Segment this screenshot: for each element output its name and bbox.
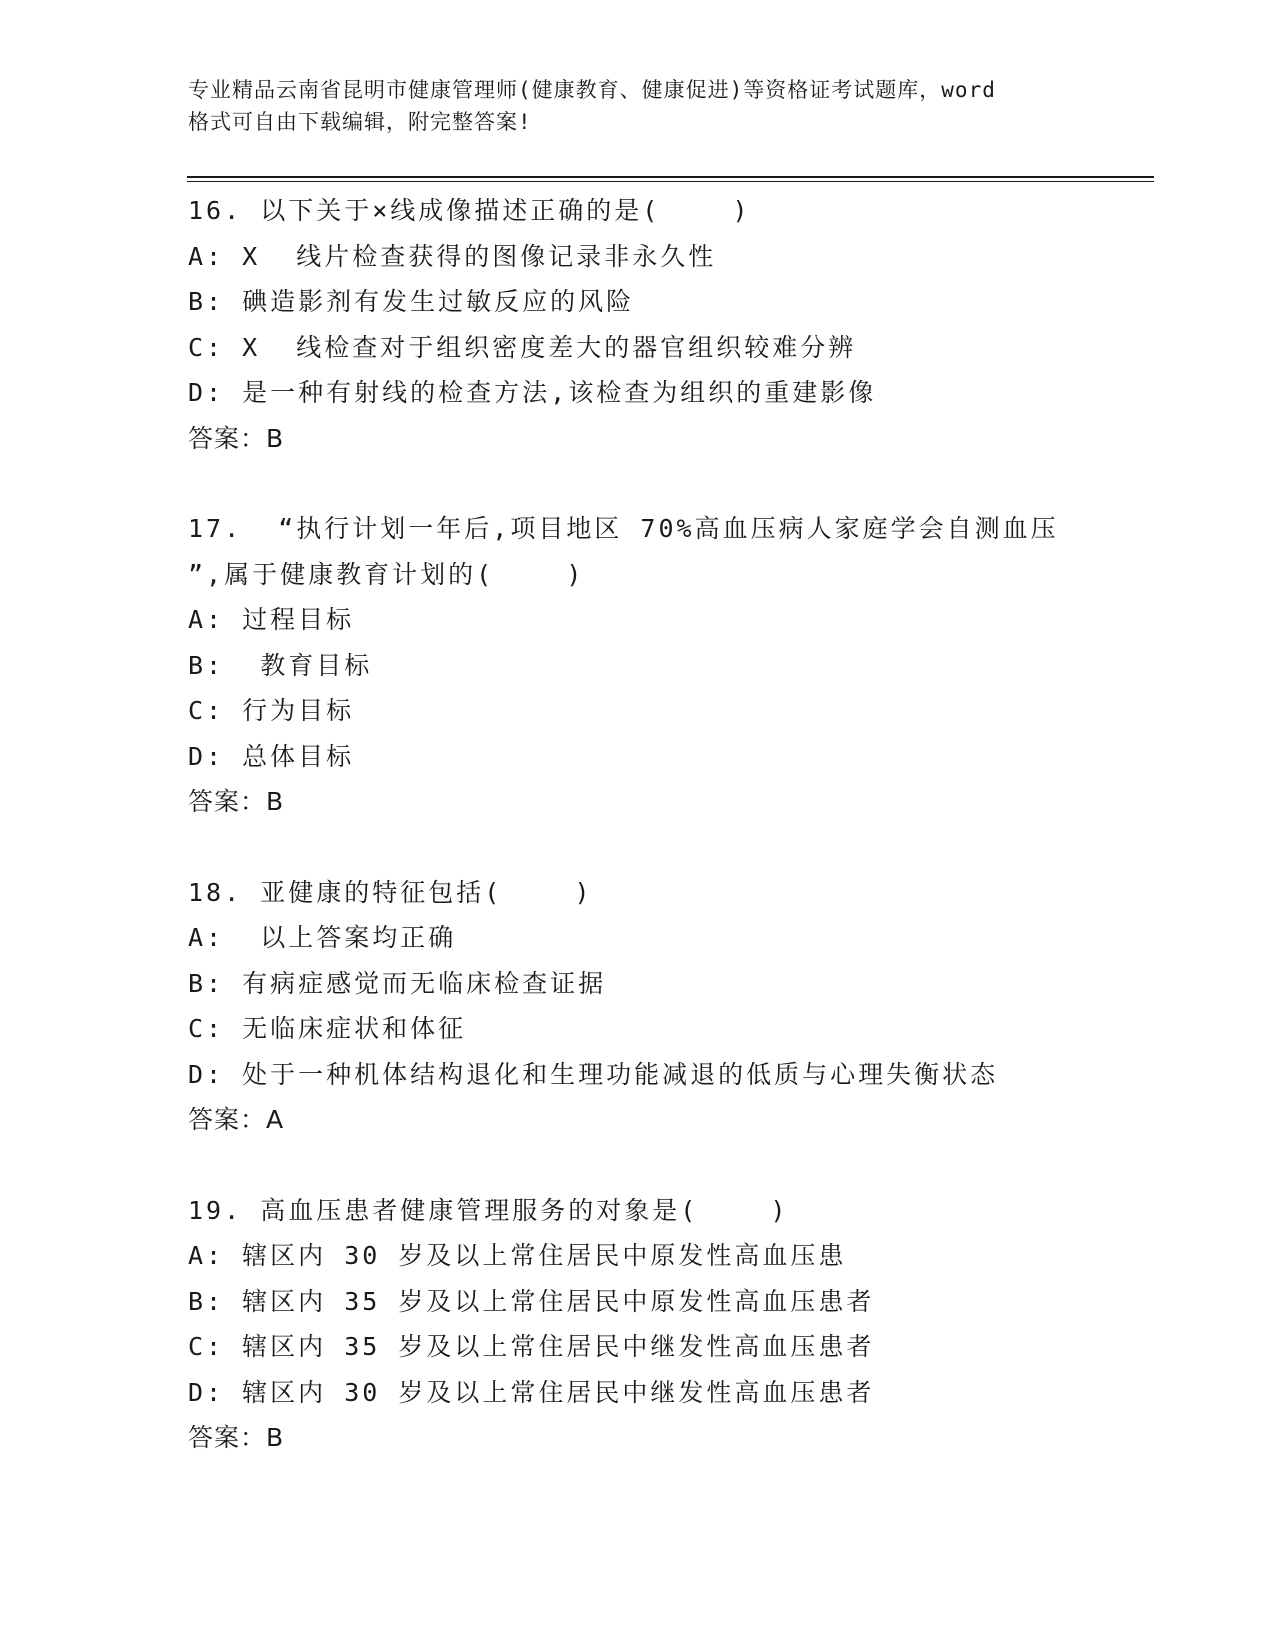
answer-line: 答案：B — [188, 1423, 285, 1452]
option-c: C: 行为目标 — [188, 696, 355, 725]
question-spacer — [188, 461, 1148, 506]
option-d: D: 辖区内 30 岁及以上常住居民中继发性高血压患者 — [188, 1377, 875, 1407]
question-stem: 18. 亚健康的特征包括( ) — [188, 877, 593, 907]
option-b: B: 有病症感觉而无临床检查证据 — [188, 968, 607, 998]
option-a: A: 辖区内 30 岁及以上常住居民中原发性高血压患 — [188, 1241, 847, 1270]
question-stem: 16. 以下关于×线成像描述正确的是( ) — [188, 196, 751, 225]
option-c: C: 辖区内 35 岁及以上常住居民中继发性高血压患者 — [188, 1332, 875, 1361]
question-17 — [188, 506, 1148, 825]
option-d: D: 总体目标 — [188, 741, 355, 771]
option-c: C: 无临床症状和体征 — [188, 1014, 467, 1043]
option-b: B: 教育目标 — [188, 650, 373, 680]
option-a: A: 过程目标 — [188, 605, 355, 634]
question-spacer — [188, 825, 1148, 870]
answer-line: 答案：B — [188, 787, 285, 816]
question-list — [188, 188, 1148, 1461]
question-spacer — [188, 1143, 1148, 1188]
answer-line: 答案：A — [188, 1105, 285, 1134]
option-d: D: 是一种有射线的检查方法,该检查为组织的重建影像 — [188, 378, 877, 407]
question-stem: 19. 高血压患者健康管理服务的对象是( ) — [188, 1195, 789, 1225]
page-header — [188, 74, 1088, 138]
option-b: B: 辖区内 35 岁及以上常住居民中原发性高血压患者 — [188, 1286, 875, 1316]
option-d: D: 处于一种机体结构退化和生理功能减退的低质与心理失衡状态 — [188, 1059, 999, 1089]
question-16 — [188, 188, 1148, 461]
question-stem: 17. “执行计划一年后,项目地区 70%高血压病人家庭学会自测血压 ”,属于健康教育计划的( ) — [188, 514, 1059, 589]
option-a: A: 以上答案均正确 — [188, 923, 457, 952]
question-19 — [188, 1188, 1148, 1461]
header-line-2: 格式可自由下载编辑，附完整答案! — [188, 110, 532, 134]
header-line-1: 专业精品云南省昆明市健康管理师(健康教育、健康促进)等资格证考试题库，word — [188, 78, 996, 102]
question-18 — [188, 870, 1148, 1143]
option-c: C: X 线检查对于组织密度差大的器官组织较难分辨 — [188, 332, 857, 362]
option-a: A: X 线片检查获得的图像记录非永久性 — [188, 241, 717, 271]
header-divider-thick — [187, 176, 1154, 178]
answer-line: 答案：B — [188, 423, 285, 453]
option-b: B: 碘造影剂有发生过敏反应的风险 — [188, 287, 635, 316]
header-divider-thin — [187, 181, 1154, 182]
